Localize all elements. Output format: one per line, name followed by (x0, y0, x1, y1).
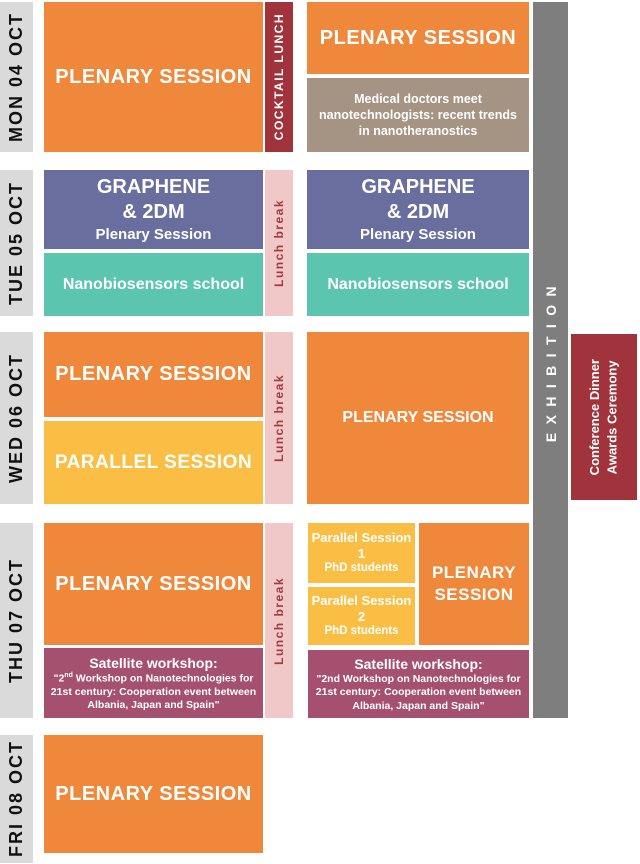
cocktail-lunch-strip (265, 2, 293, 152)
day-label-thu (0, 523, 33, 718)
thu-lunch-break-text: Lunch break (272, 576, 286, 665)
tue-graphene-block-right (307, 170, 529, 249)
cocktail-lunch-text: COCKTAIL LUNCH (272, 13, 286, 141)
day-label-fri (0, 735, 33, 863)
nanobiosensors-left-text: Nanobiosensors school (62, 275, 245, 293)
wed-parallel-text: PARALLEL SESSION (54, 451, 253, 473)
fri-plenary-session (44, 735, 263, 853)
satellite-body-right: "2nd Workshop on Nanotechnologies for 21st century: Cooperation event between Albania, Japan and Spain" (315, 672, 522, 712)
exhibition-text: EXHIBITION (542, 277, 559, 443)
graphene-line2: & 2DM (122, 200, 185, 223)
satellite-title-right: Satellite workshop: (354, 655, 483, 672)
wed-parallel-session (44, 421, 263, 504)
graphene-line3: Plenary Session (95, 225, 212, 243)
day-label-fri-text: FRI 08 OCT (6, 740, 26, 858)
day-label-wed (0, 332, 33, 504)
thu-plenary-session-right (419, 523, 529, 645)
tue-nanobiosensors-left (44, 253, 263, 316)
wed-plenary-session-right (307, 332, 529, 504)
parallel2-sub: PhD students (324, 625, 399, 638)
tue-lunch-break-text: Lunch break (272, 199, 286, 287)
graphene-line2: & 2DM (386, 200, 450, 223)
thu-plenary-left-text: PLENARY SESSION (55, 572, 252, 595)
day-label-mon-text: MON 04 OCT (6, 11, 26, 142)
satellite-body-rest: Workshop on Nanotechnologies for 21st century: Cooperation event between Albania, Japan and Spain" (50, 672, 257, 712)
fri-plenary-text: PLENARY SESSION (55, 782, 252, 805)
mon-plenary-left-text: PLENARY SESSION (55, 65, 252, 88)
thu-plenary-right-text: PLENARY SESSION (431, 562, 517, 604)
tue-nanobiosensors-right (307, 253, 529, 316)
day-label-mon (0, 2, 33, 152)
parallel1-sub: PhD students (324, 562, 399, 575)
mon-plenary-right-text: PLENARY SESSION (319, 26, 517, 49)
wed-lunch-break-text: Lunch break (272, 374, 286, 462)
exhibition-strip (533, 2, 568, 718)
satellite-body-prefix: "2 (53, 672, 65, 685)
conference-dinner-strip (571, 334, 637, 500)
day-label-thu-text: THU 07 OCT (6, 557, 26, 683)
parallel2-title: Parallel Session 2 (311, 592, 412, 624)
day-label-wed-text: WED 06 OCT (6, 352, 26, 483)
wed-lunch-break-strip (265, 332, 293, 504)
satellite-title-left: Satellite workshop: (89, 654, 218, 671)
mon-medical-meet-block (307, 78, 529, 152)
wed-plenary-left-text: PLENARY SESSION (55, 363, 252, 385)
parallel1-title: Parallel Session 1 (311, 529, 412, 561)
tue-graphene-block-left (44, 170, 263, 249)
mon-plenary-session-left (44, 2, 263, 152)
conference-dinner-text (586, 359, 621, 475)
day-label-tue-text: TUE 05 OCT (6, 180, 26, 306)
satellite-body-sup: nd (64, 671, 73, 679)
thu-plenary-session-left (44, 523, 263, 645)
nanobiosensors-right-text: Nanobiosensors school (327, 275, 509, 293)
conference-dinner-line2: Awards Ceremony (605, 360, 620, 474)
wed-plenary-session-left (44, 332, 263, 417)
thu-parallel-session-1 (308, 523, 415, 583)
tue-lunch-break-strip (265, 170, 293, 316)
graphene-line1: GRAPHENE (361, 175, 475, 198)
thu-satellite-workshop-right (308, 650, 529, 718)
satellite-body-left (44, 672, 263, 713)
conference-dinner-line1: Conference Dinner (587, 358, 603, 476)
mon-plenary-session-right (307, 2, 529, 74)
thu-parallel-session-2 (308, 587, 415, 645)
graphene-line1: GRAPHENE (96, 175, 211, 198)
thu-satellite-workshop-left (44, 648, 263, 718)
mon-medical-meet-text: Medical doctors meet nanotechnologists: recent trends in nanotheranostics (319, 91, 517, 139)
wed-plenary-right-text: PLENARY SESSION (342, 409, 494, 426)
thu-lunch-break-strip (265, 523, 293, 718)
graphene-line3: Plenary Session (360, 225, 476, 243)
day-label-tue (0, 170, 33, 316)
